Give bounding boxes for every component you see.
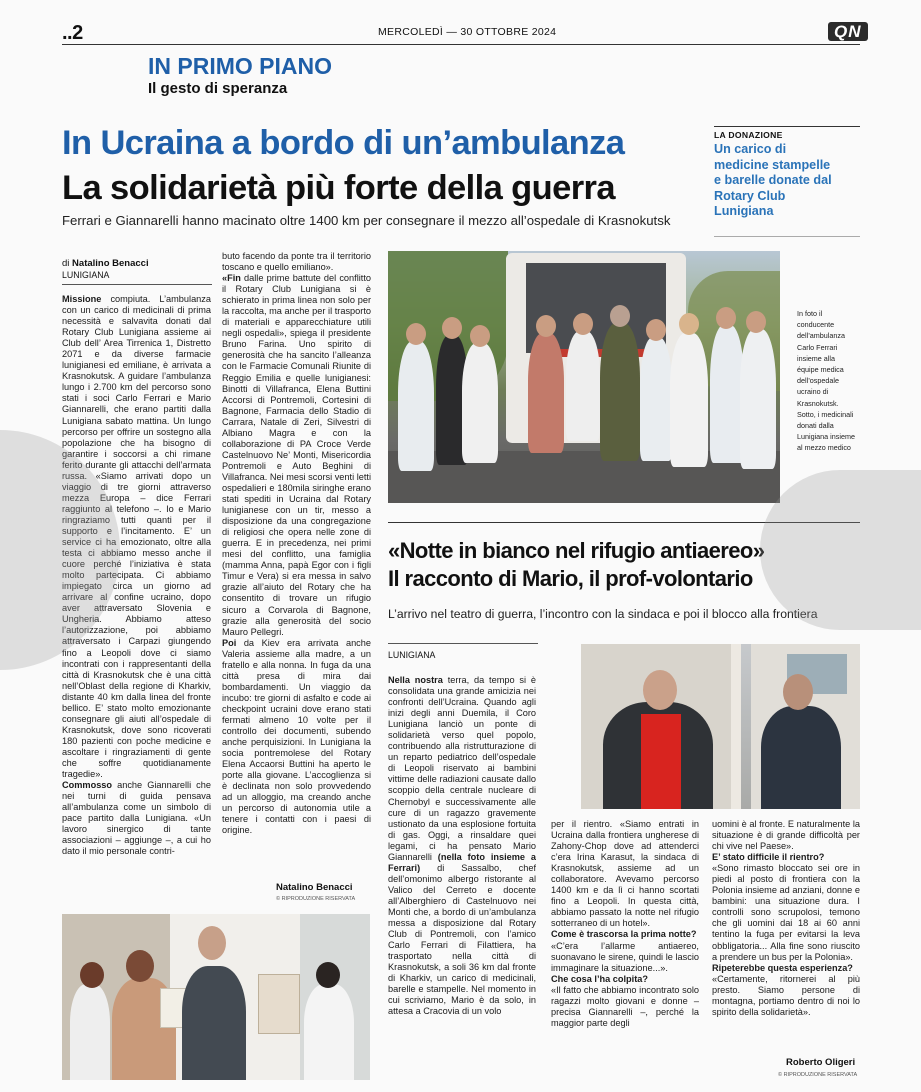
photo-caption: In foto il conducente dell’ambulanza Carlo Ferrari insieme alla équipe medica dell’ospedale ucraino di Krasnokutsk. Sotto, i medicinali donati dalla Lunigiana insieme al mezzo medico bbox=[797, 309, 855, 453]
header-rule bbox=[62, 44, 860, 45]
main-col1-lead2: Commosso bbox=[62, 780, 113, 791]
woman-right bbox=[304, 984, 354, 1080]
qn-logo: QN bbox=[828, 22, 868, 41]
main-rights: © RIPRODUZIONE RISERVATA bbox=[276, 896, 356, 902]
question-return: E’ stato difficile il rientro? bbox=[712, 852, 825, 863]
second-col1-bold: (nella foto insieme a Ferrari) bbox=[388, 851, 536, 873]
question-what-struck: Che cosa l’ha colpita? bbox=[551, 973, 649, 984]
main-headline-line2: La solidarietà più forte della guerra bbox=[62, 169, 615, 207]
main-col1-text2: anche Giannarelli che nei turni di guida pensava all’ambulanza come un simbolo di pace partito dalla Lunigiana. «Un lavoro sinergico di tante associazioni – aggiunge –, a cui ho dato il mio personale contri- bbox=[62, 780, 211, 857]
second-article-column-2 bbox=[551, 819, 699, 1085]
main-col2-lead: «Fin bbox=[222, 273, 241, 284]
second-col1-lead: Nella nostra bbox=[388, 675, 443, 685]
second-dateline-rule bbox=[388, 643, 538, 644]
second-signature: Roberto Oligeri bbox=[786, 1057, 856, 1068]
second-col3-text: uomini è al fronte. E naturalmente la situazione è di grande difficoltà per chi vive nel Paese». bbox=[712, 819, 860, 852]
main-col2-text3: da Kiev era arrivata anche Valeria assieme alla madre, a un fratello e alla nonna. In fuga da una città presa di mira dai bombardamenti. Un viaggio da incubo: tre giorni di asfalto e code ai checkpoint ucraini dove erano stati fermati almeno 10 volte per il controllo dei documenti, subendo anche perquisizioni. In Lunigiana la socia pontremolese del Rotary Elena Accaorsi Buttini ha aperto le porte alla giovane. L’accoglienza si è declinata non solo provvedendo ad un alloggio, ma creando anche un percorso di autonomia utile a tenere i contatti con i paesi di origine. bbox=[222, 637, 371, 836]
byline-prefix: di bbox=[62, 258, 70, 269]
second-headline-line2: Il racconto di Mario, il prof-volontario bbox=[388, 566, 753, 591]
answer-what-struck: «Il fatto che abbiamo incontrato solo ragazzi molto giovani e donne – precisa Giannarelli –, perché la maggior parte degli bbox=[551, 984, 699, 1028]
main-col1-lead: Missione bbox=[62, 294, 102, 304]
answer-repeat: «Certamente, ritornerei al più presto. Siamo persone di montagna, portiamo dentro di noi lo spirito della solidarietà». bbox=[712, 973, 860, 1017]
man-center bbox=[182, 966, 246, 1080]
section-subtitle: Il gesto di speranza bbox=[148, 80, 288, 97]
boxes-stack bbox=[258, 974, 300, 1034]
sidebar-text: Un carico di medicine stampelle e barelle donate dal Rotary Club Lunigiana bbox=[714, 142, 832, 219]
second-col1-text2: di Sassalbo, chef dell’omonimo albergo ristorante al Valico del Cerreto e docente all’Alberghiero di Castelnuovo nei Monti che, a bordo di un’ambulanza messa a disposizione dal Rotary Club di Pontremoli, con l’amico Carlo Ferrari di Filattiera, ha trasportato nella città di Krasnokutsk, a soli 36 km dal fronte di Kharkiv, un carico di medicinali, barelle e stampelle. Nel momento in cui scriviamo, Mario è da solo, in attesa a Cracovia di un volo bbox=[388, 862, 536, 1017]
second-headline-line1: «Notte in bianco nel rifugio antiaereo» bbox=[388, 538, 765, 563]
photo-ambulance-team bbox=[388, 251, 780, 503]
second-article-column-3 bbox=[712, 819, 860, 1059]
main-dateline: LUNIGIANA bbox=[62, 270, 110, 280]
second-article-column-1 bbox=[388, 675, 536, 1085]
issue-date: MERCOLEDÌ — 30 OTTOBRE 2024 bbox=[378, 26, 557, 38]
sidebar-bottom-rule bbox=[714, 236, 860, 237]
photo-medicines bbox=[62, 914, 370, 1080]
woman-left bbox=[70, 984, 110, 1080]
main-signature: Natalino Benacci bbox=[276, 882, 353, 893]
page-number: ..2 bbox=[62, 22, 83, 44]
main-col2-text: buto facendo da ponte tra il territorio toscano e quello emiliano». bbox=[222, 251, 371, 273]
person-ferrari bbox=[761, 706, 841, 809]
main-col1-text: compiuta. L’ambulanza con un carico di medicinali di prima necessità e salvavita donati dal Rotary Club Lunigiana assieme ai Club dell’ Area Tirrenica 1, Distretto 2071 e da diverse farmacie lunigianesi ed emiliane, è arrivata a Krasnokutsk. A guidare l’ambulanza lungo i 2.700 km del percorso sono stati i soci Carlo Ferrari e Mario Giannarelli, che erano partiti dalla Lunigiana sabato mattina. Un lungo percorso per offrire un sostegno alla popolazione che ha bisogno di garantire i soccorsi a chi rimane ferito durante gli attacchi dell’armata russa. «Siamo arrivati dopo un viaggio di tre giorni attraverso mezza Europa – dice Ferrari raggiunto al telefono –. Io e Mario ringraziamo tutti quanti per il supporto e l’incitamento. E’ un service ci ha emozionato, oltre alla testa ci abbiamo messo anche il cuore perché l’iniziativa è stata molto partecipata. Ci abbiamo impiegato circa un giorno ad arrivare al confine ucraino, dopo aver attraversato Slovenia e Ungheria. Abbiamo atteso l’autorizzazione, poi abbiamo attraversato i Carpazi giungendo fino a Leopoli dove ci siamo incontrati con i rappresentanti della città di Krasnokutsk che è una città nell’Oblast della regione di Kharkiv, distante 40 km dalla linea del fronte bellico. E’ stato molto emozionante consegnare gli aiuti all’ospedale di Krasnokutsk, dove sono ricoverati 180 pazienti con poche medicine e ascoltare i ringraziamenti di gente che soffre quotidianamente tragedie». bbox=[62, 294, 211, 780]
second-article-top-rule bbox=[388, 522, 860, 523]
sidebar-top-rule bbox=[714, 126, 860, 127]
answer-first-night: «C’era l’allarme antiaereo, suonavano le sirene, quindi le lascio immaginare la situazione...». bbox=[551, 940, 699, 973]
main-article-column-1 bbox=[62, 294, 211, 890]
main-col2-lead2: Poi bbox=[222, 637, 237, 648]
byline-name: Natalino Benacci bbox=[72, 258, 149, 269]
byline-rule bbox=[62, 284, 212, 285]
byline bbox=[62, 258, 149, 269]
second-rights: © RIPRODUZIONE RISERVATA bbox=[778, 1072, 858, 1078]
question-first-night: Come è trascorsa la prima notte? bbox=[551, 929, 697, 940]
second-dateline: LUNIGIANA bbox=[388, 650, 436, 660]
photo-giannarelli-ferrari bbox=[581, 644, 860, 809]
second-col1-text: terra, da tempo si è consolidata una grande amicizia nei confronti dell’Ucraina. Quando agli inizi degli anni Duemila, il Coro Lunigiana lanciò un ponte di solidarietà verso quel popolo, contribuendo alla ristrutturazione di un reparto pediatrico dell’ospedale di Leopoli riservato ai bambini vittime delle radiazioni causate dallo scoppio della centrale nucleare di Chernobyl e successivamente alle cure di un ragazzo gravemente ustionato da una esplosione fortuita di gas. Oggi, a rinsaldare quei legami, ci ha pensato Mario Giannarelli bbox=[388, 675, 536, 862]
answer-return: «Sono rimasto bloccato sei ore in piedi al posto di frontiera con la Polonia insieme ad anziani, donne e bambini: una situazione dura. I controlli sono scrupolosi, temono che gli uomini dai 18 ai 60 anni tentino la fuga per evitarsi la leva obbligatoria... Alla fine sono riuscito a prendere un bus per la Polonia». bbox=[712, 863, 860, 962]
second-col2-text: per il rientro. «Siamo entrati in Ucraina dalla frontiera ungherese di Zahony-Chop dove ad attenderci c’era Irina Karasut, la sindaca di Krasnokutsk, assieme ad un collaboratore. Avevamo percorso 1400 km e da lì ci hanno scortati fino a Leopoli. In questa città, abbiamo passato la notte nel rifugio sotterraneo di un hotel». bbox=[551, 819, 699, 929]
main-deck: Ferrari e Giannarelli hanno macinato oltre 1400 km per consegnare il mezzo all’ospedale di Krasnokutsk bbox=[62, 213, 671, 228]
main-headline-line1: In Ucraina a bordo di un’ambulanza bbox=[62, 124, 625, 162]
scan-shade-right bbox=[760, 470, 921, 630]
main-article-column-2 bbox=[222, 251, 371, 881]
main-col2-text2: dalle prime battute del conflitto il Rotary Club Lunigiana si è schierato in prima linea non solo per la raccolta, ma anche per il trasporto di materiali e apparecchiature utili negli ospedali», spiega il presidente Bruno Farina. Uno spirito di generosità che ha sancito l’alleanza con le Farmacie Comunali Riunite di Reggio Emilia e quelle lunigianesi: Binotti di Villafranca, Elena Buttini Accorsi di Pontremoli, Cortesini di Bagnone, Farmacia dello Stadio di Carrara, Natale di Zeri, Silvestri di Albiano Magra e con la collaborazione di PA Croce Verde Castelnuovo Ne’ Monti, Misericordia Pontremoli e Auto Beghini di Villafranca. Nei mesi scorsi venti letti ospedalieri e 180mila siringhe erano stati spediti in Ucraina dal Rotary lunigianese con un tir, messo a disposizione da una congregazione di religiosi che opera nelle zone di guerra. E in precedenza, nei primi mesi del conflitto, una famiglia (mamma Anna, papà Egor con i figli Timur e Vera) si era messa in salvo grazie all’aiuto del Rotary che ha consentito di trovare un rifugio sicuro a Corvarola di Bagnone, grazie alla generosità del socio Mauro Pellegri. bbox=[222, 273, 371, 637]
second-deck: L’arrivo nel teatro di guerra, l’incontro con la sindaca e poi il blocco alla frontiera bbox=[388, 607, 818, 621]
section-title: IN PRIMO PIANO bbox=[148, 53, 333, 79]
question-repeat: Ripeterebbe questa esperienza? bbox=[712, 962, 853, 973]
sidebar-kicker: LA DONAZIONE bbox=[714, 130, 783, 140]
